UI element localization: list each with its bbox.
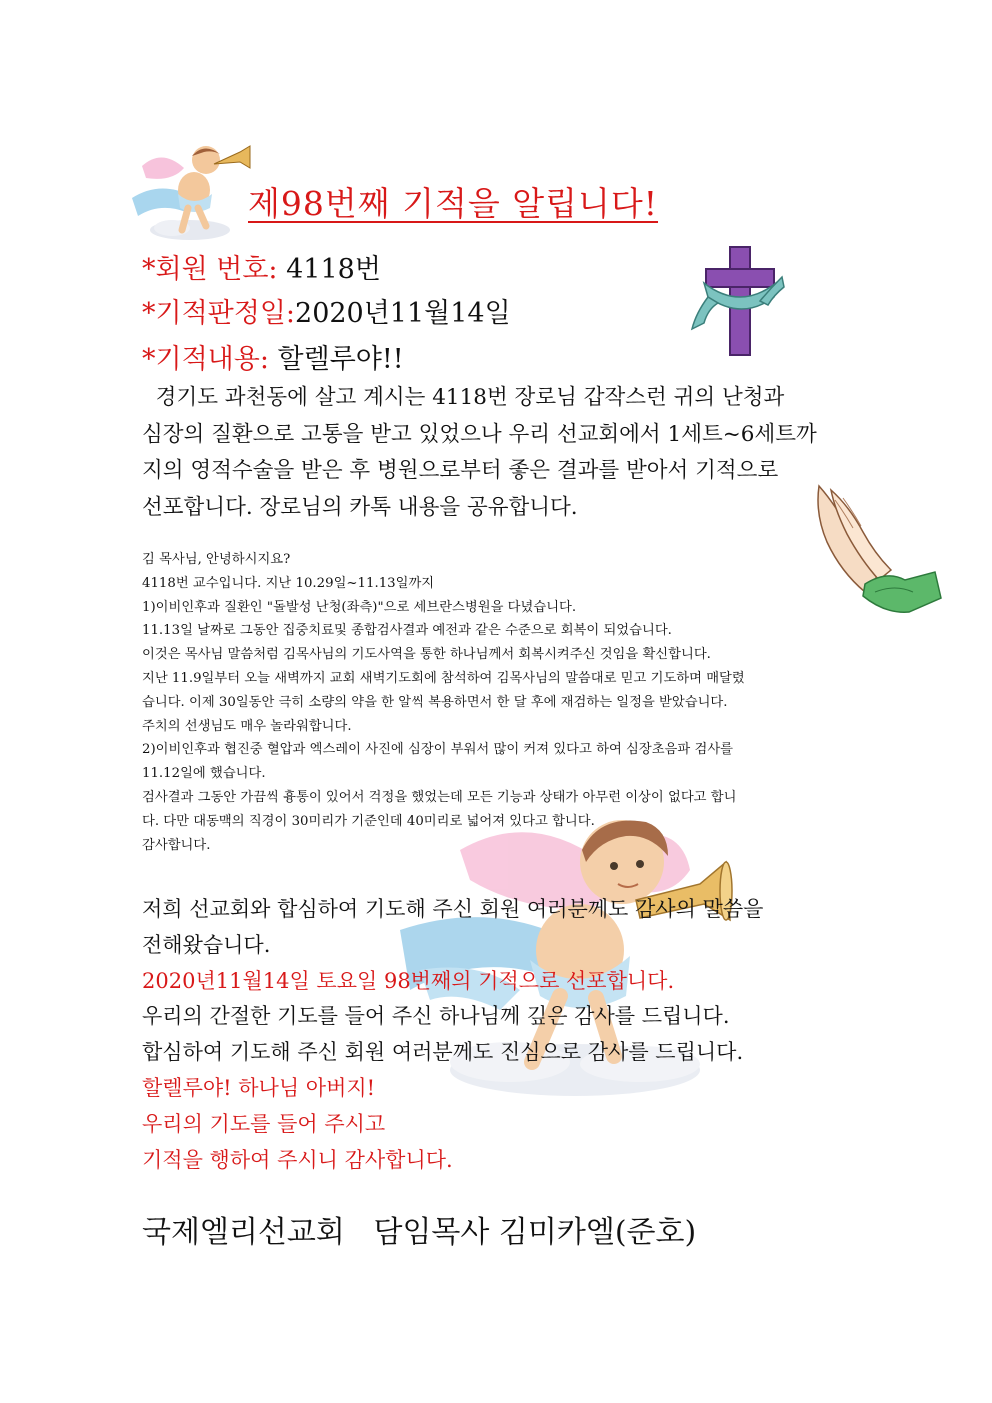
message-line: 습니다. 이제 30일동안 극히 소량의 약을 한 알씩 복용하면서 한 달 후에 재검하는 일정을 받았습니다.: [142, 694, 728, 710]
closing-line-5: 합심하여 기도해 주신 회원 여러분께도 진심으로 감사를 드립니다.: [142, 1040, 744, 1065]
intro-line: 지의 영적수술을 받은 후 병원으로부터 좋은 결과를 받아서 기적으로: [142, 458, 779, 483]
message-line: 지난 11.9일부터 오늘 새벽까지 교회 새벽기도회에 참석하여 김목사님의 말씀대로 믿고 기도하며 매달렸: [142, 670, 745, 686]
thanks-line: 기적을 행하여 주시니 감사합니다.: [142, 1147, 453, 1172]
miracle-date-row: [142, 291, 511, 330]
message-line: 감사합니다.: [142, 837, 211, 853]
message-line: 주치의 선생님도 매우 놀라워합니다.: [142, 718, 352, 734]
closing-line-1: 저희 선교회와 합심하여 기도해 주신 회원 여러분께도 감사의 말씀을: [142, 897, 764, 921]
proclamation-line: 2020년11월14일 토요일 98번째의 기적으로 선포합니다.: [142, 968, 675, 993]
signature: 국제엘리선교회 담임목사 김미카엘(준호): [142, 1215, 697, 1250]
angel-trumpet-icon: [132, 138, 252, 242]
closing-line-2: 전해왔습니다.: [142, 932, 271, 957]
intro-line: 경기도 과천동에 살고 계시는 4118번 장로님 갑작스런 귀의 난청과: [142, 385, 785, 410]
member-number-label: *회원 번호:: [142, 254, 278, 285]
miracle-content-label: *기적내용:: [142, 344, 269, 375]
intro-line: 선포합니다. 장로님의 카톡 내용을 공유합니다.: [142, 494, 578, 520]
message-line: 11.12일에 했습니다.: [142, 766, 266, 782]
member-number-value: 4118번: [286, 254, 381, 285]
page-title: 제98번째 기적을 알립니다!: [248, 184, 659, 223]
miracle-content-value: 할렐루야!!: [277, 344, 404, 375]
message-line: 검사결과 그동안 가끔씩 흉통이 있어서 걱정을 했었는데 모든 기능과 상태가 아무런 이상이 없다고 합니: [142, 789, 737, 805]
miracle-date-value: 2020년11월14일: [295, 298, 511, 329]
intro-paragraph: [142, 380, 862, 526]
message-line: 11.13일 날짜로 그동안 집중치료및 종합검사결과 예전과 같은 수준으로 회복이 되었습니다.: [142, 623, 672, 639]
prayer-line: 우리의 기도를 들어 주시고: [142, 1111, 386, 1136]
cross-icon: [690, 243, 786, 359]
message-line: 다. 다만 대동맥의 직경이 30미리가 기준인데 40미리로 넓어져 있다고 합니다.: [142, 813, 595, 829]
message-line: 4118번 교수입니다. 지난 10.29일~11.13일까지: [142, 575, 435, 591]
closing-line-4: 우리의 간절한 기도를 들어 주신 하나님께 깊은 감사를 드립니다.: [142, 1004, 730, 1029]
hallelujah-line: 할렐루야! 하나님 아버지!: [142, 1075, 376, 1100]
message-line: 이것은 목사님 말씀처럼 김목사님의 기도사역을 통한 하나님께서 회복시켜주신 것임을 확신합니다.: [142, 647, 711, 663]
message-line: 김 목사님, 안녕하시지요?: [142, 552, 291, 567]
message-line: 1)이비인후과 질환인 "돌발성 난청(좌측)"으로 세브란스병원을 다녔습니다.: [142, 599, 577, 615]
miracle-date-label: *기적판정일:: [142, 298, 296, 329]
miracle-content-row: [142, 337, 404, 376]
intro-line: 심장의 질환으로 고통을 받고 있었으나 우리 선교회에서 1세트~6세트까: [142, 421, 817, 447]
member-number-row: [142, 247, 381, 286]
message-line: 2)이비인후과 협진중 혈압과 엑스레이 사진에 심장이 부워서 많이 커져 있다고 하여 심장초음파 검사를: [142, 742, 734, 758]
closing-paragraph: [142, 892, 862, 1178]
